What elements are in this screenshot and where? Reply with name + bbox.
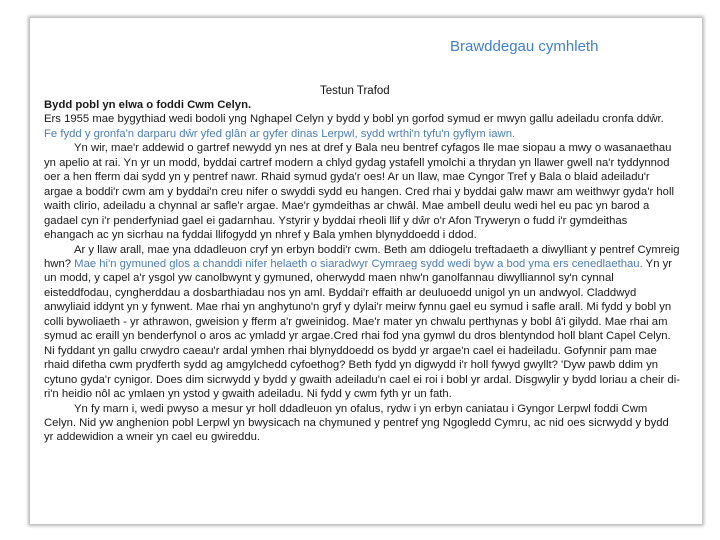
against-highlight-text: Mae hi'n gymuned glos a chanddi nifer helaeth o siaradwyr Cymraeg sydd wedi byw a bod yma ers cenedlaethau. (74, 257, 643, 270)
intro-text: Ers 1955 mae bygythiad wedi bodoli yng Nghapel Celyn y bydd y bobl yn gorfod symud er mwyn gallu adeiladu cronfa ddŵr. (44, 113, 664, 126)
discussion-text (44, 98, 680, 445)
paragraph-intro (44, 112, 680, 141)
against-text-start: Ar y llaw arall, mae yna ddadleuon cryf yn erbyn boddi'r cwm. Beth am ddiogelu treftadaeth a diwylliant y pentref Cymreig hwn? (44, 243, 680, 270)
paragraph-against (44, 243, 680, 402)
page-title: Brawddegau cymhleth (450, 38, 599, 55)
paragraph-conclusion: Yn fy marn i, wedi pwyso a mesur yr holl ddadleuon yn ofalus, rydw i yn erbyn caniatau i Gyngor Lerpwl foddi Cwm Celyn. Nid yw anghenion pobl Lerpwl yn bwysicach na chymuned y pentref yng Ngogledd Cymru, ac nid oes sicrwydd y bydd yr addewidion a wneir yn cael eu gwireddu. (44, 402, 669, 444)
text-heading: Bydd pobl yn elwa o foddi Cwm Celyn. (44, 99, 252, 111)
paragraph-for: Yn wir, mae'r addewid o gartref newydd yn nes at dref y Bala neu bentref cyfagos lle mae siopau a mwy o wasanaethau yn apelio at rai. Yn yr un modd, byddai cartref modern a chlyd gydag ystafell ymolchi a thrydan yn llawer gwell na'r tyddynnod oer a hen fferm dai sydd yn y pentref nawr. Rhaid symud gyda'r oes! Ar un llaw, mae Cyngor Tref y Bala o blaid adeiladu'r argae a boddi'r cwm am y byddai'n creu nifer o swyddi sydd eu hangen. Cred rhai y byddai galw mawr am weithwyr gyda'r holl waith clirio, adeiladu a chynnal ar safle'r argae. Mae'r gymdeithas ar chwâl. Mae ambell deulu wedi hel eu pac yn barod a gadael cyn i'r penderfyniad gael ei gadarnhau. Ystyrir y byddai rheoli llif y dŵr o'r Afon Tryweryn o fudd i'r gymdeithas ehangach ac yn sicrhau na fyddai llifogydd yn nhref y Bala ymhen blynyddoedd i ddod. (44, 142, 674, 242)
text-subtitle: Testun Trafod (320, 85, 390, 97)
intro-highlight-text: Fe fydd y gronfa'n darparu dŵr yfed glân ar gyfer dinas Lerpwl, sydd wrthi'n tyfu'n gyflym iawn. (44, 127, 516, 140)
against-text-rest: Yn yr un modd, y capel a'r ysgol yw canolbwynt y gymuned, oherwydd maen nhw'n ganolfannau diwylliannol sy'n cynnal eisteddfodau, cyngherddau a dosbarthiadau nos yn aml. Byddai'r effaith ar deuluoedd unigol yn un andwyol. Claddwyd anwyliaid iddynt yn y fynwent. Mae rhai yn anghytuno'n gryf y dylai'r meirw fynnu gael eu symud i safle arall. Mi fydd y bobl yn colli bywoliaeth - yr athrawon, gweision y fferm a'r gweinidog. Mae'r mater yn chwalu perthynas y bobl â'i gilydd. Mae rhai am symud ac eraill yn benderfynol o aros ac ymladd yr argae.Cred rhai fod yna gymwl du dros blentyndod holl blant Capel Celyn. Ni fyddant yn gallu crwydro caeau'r ardal ymhen rhai blynyddoedd os bydd yr argae'n cael ei hadeiladu. Gofynnir pam mae rhaid difetha cwm prydferth sydd ag amgylchedd cyfoethog? Beth fydd yn digwydd i'r holl fywyd gwyllt? 'Dyw pawb ddim yn cytuno gyda'r cynigor. Does dim sicrwydd y bydd y gwaith adeiladu'n cael ei roi i bobl yr ardal. Disgwylir y bydd loriau a cheir di-ri'n heidio nôl ac ymlaen yn ystod y gwaith adeiladu. Ni fydd y cwm fyth yr un fath. (44, 257, 680, 401)
